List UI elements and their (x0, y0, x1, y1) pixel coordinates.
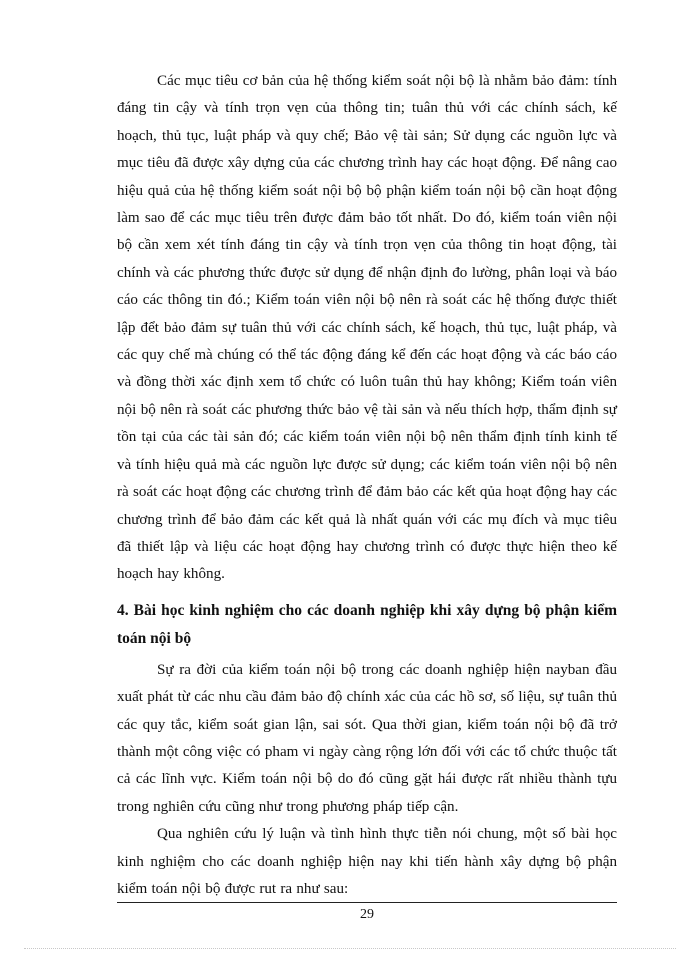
page-bottom-edge (24, 948, 676, 949)
paragraph-origin-of-internal-audit: Sự ra đời của kiểm toán nội bộ trong các doanh nghiệp hiện nayban đầu xuất phát từ các nhu cầu đảm bảo độ chính xác của các hồ sơ, số liệu, sự tuân thủ các quy tắc, kiểm soát gian lận, sai sót. Qua thời gian, kiểm toán nội bộ đã trở thành một công việc có pham vi ngày càng rộng lớn đối với các tổ chức thuộc tất cả các lĩnh vực. Kiểm toán nội bộ do đó cũng gặt hái được rất nhiều thành tựu trong nghiên cứu cũng như trong phương pháp tiếp cận. (117, 661, 617, 815)
section-heading: 4. Bài học kinh nghiệm cho các doanh nghiệp khi xây dựng bộ phận kiểm toán nội bộ (117, 601, 617, 647)
paragraph-internal-control-objectives: Các mục tiêu cơ bản của hệ thống kiểm soát nội bộ là nhằm bảo đảm: tính đáng tin cậy và tính trọn vẹn của thông tin; tuân thủ với các chính sách, kế hoạch, thủ tục, luật pháp và quy chế; Bảo vệ tài sản; Sử dụng các nguồn lực và mục tiêu đã được xây dựng của các chương trình hay các hoạt động. Để nâng cao hiệu quả của hệ thống kiểm soát nội bộ bộ phận kiểm toán nội bộ cần hoạt động làm sao để các mục tiêu trên được đảm bảo tốt nhất. Do đó, kiểm toán viên nội bộ cần xem xét tính đáng tin cậy và tính trọn vẹn của thông tin hoạt động, tài chính và các phương thức được sử dụng để nhận định đo lường, phân loại và báo cáo các thông tin đó.; Kiểm toán viên nội bộ nên rà soát các hệ thống được thiết lập đểt bảo đảm sự tuân thủ với các chính sách, kế hoạch, thủ tục, luật pháp, và các quy chế mà chúng có thể tác động đáng kể đến các hoạt động và các báo cáo và đồng thời xác định xem tổ chức có luôn tuân thủ hay không; Kiểm toán viên nội bộ nên rà soát các phương thức bảo vệ tài sản và nếu thích hợp, thẩm định sự tồn tại của các tài sản đó; các kiểm toán viên nội bộ nên thẩm định tính kinh tế và tính hiệu quả mà các nguồn lực được sử dụng; các kiểm toán viên nội bộ nên rà soát các hoạt động các chương trình để đảm bảo các kết qủa hoạt động hay các chương trình để bảo đảm các kết quả là nhất quán với các mụ đích và mục tiêu đã thiết lập và liệu các hoạt động hay chương trình có được thực hiện theo kế hoạch hay không. (117, 73, 617, 583)
page-body (117, 68, 617, 903)
footer-divider (117, 902, 617, 903)
paragraph-lessons-intro: Qua nghiên cứu lý luận và tình hình thực tiễn nói chung, một số bài học kinh nghiệm cho các doanh nghiệp hiện nay khi tiến hành xây dựng bộ phận kiểm toán nội bộ được rut ra như sau: (117, 826, 617, 897)
page-number: 29 (360, 907, 374, 922)
